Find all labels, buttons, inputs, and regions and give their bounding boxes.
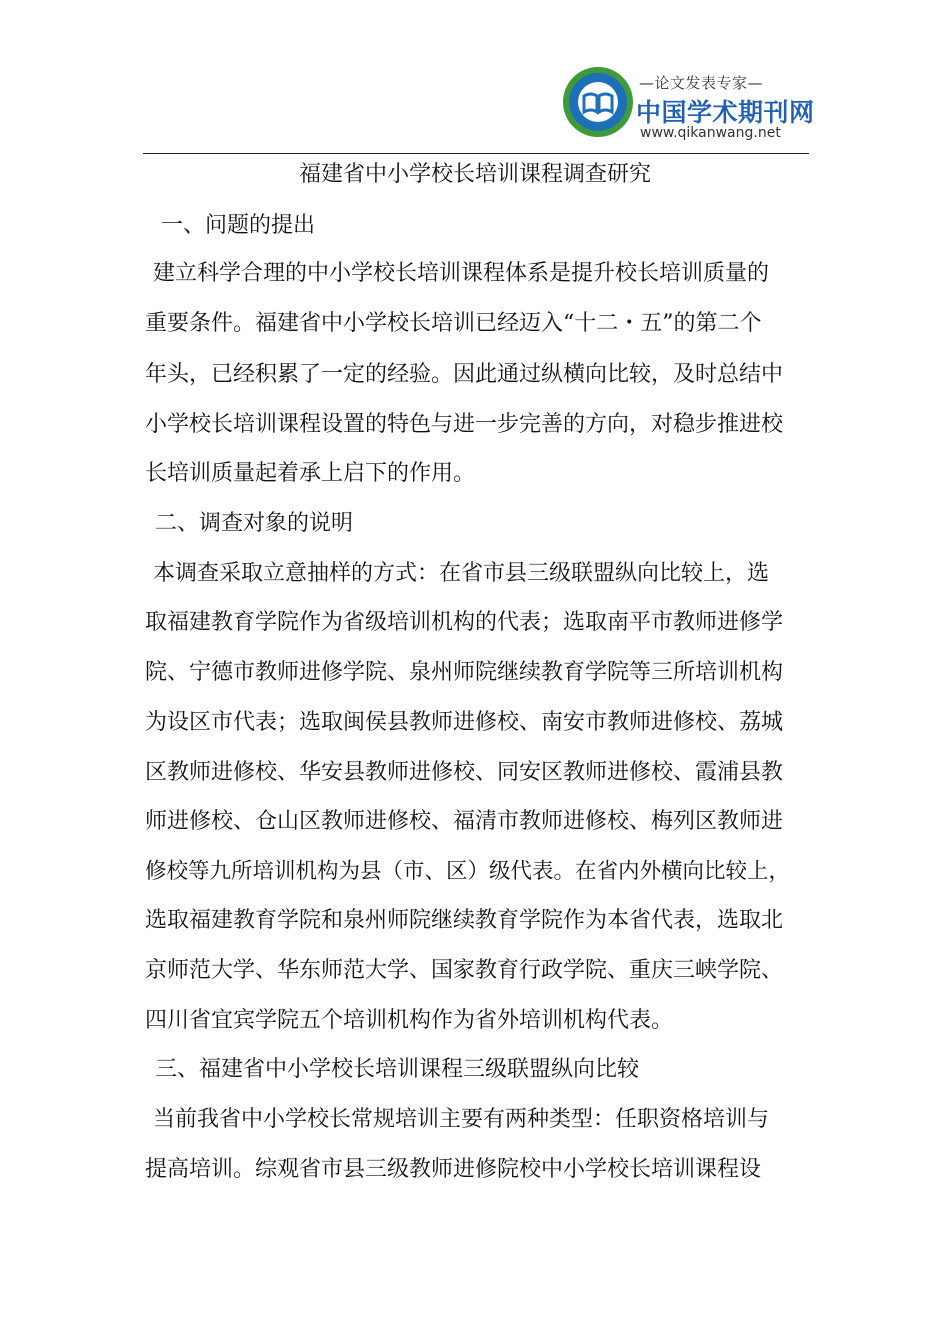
paragraph-line: 当前我省中小学校长常规培训主要有两种类型：任职资格培训与: [153, 1107, 770, 1132]
paragraph-line: 修校等九所培训机构为县（市、区）级代表。在省内外横向比较上，: [145, 859, 791, 884]
paragraph-line: 长培训质量起着承上启下的作用。: [145, 461, 476, 486]
paragraph-line: 年头，已经积累了一定的经验。因此通过纵横向比较，及时总结中: [145, 362, 784, 387]
logo-url: www.qikanwang.net: [640, 125, 781, 141]
section-heading: 一、问题的提出: [161, 213, 316, 238]
paragraph-line: 小学校长培训课程设置的特色与进一步完善的方向，对稳步推进校: [145, 412, 784, 437]
header-rule: [143, 153, 809, 154]
logo-slogan: —论文发表专家—: [639, 74, 764, 92]
paragraph-line: 区教师进修校、华安县教师进修校、同安区教师进修校、霞浦县教: [145, 760, 784, 785]
paragraph-line: 取福建教育学院作为省级培训机构的代表；选取南平市教师进修学: [145, 610, 784, 635]
paragraph-line: 建立科学合理的中小学校长培训课程体系是提升校长培训质量的: [153, 261, 770, 286]
paragraph-line: 四川省宜宾学院五个培训机构作为省外培训机构代表。: [145, 1008, 674, 1033]
paragraph-line: 为设区市代表；选取闽侯县教师进修校、南安市教师进修校、荔城: [145, 710, 784, 735]
paragraph-line: 京师范大学、华东师范大学、国家教育行政学院、重庆三峡学院、: [145, 958, 784, 983]
paragraph-line: 重要条件。福建省中小学校长培训已经迈入“十二・五”的第二个: [145, 311, 762, 336]
journal-logo-icon: [562, 66, 634, 138]
logo-brand-name: 中国学术期刊网: [636, 98, 815, 127]
document-title: 福建省中小学校长培训课程调查研究: [298, 162, 651, 187]
section-heading: 二、调查对象的说明: [155, 511, 354, 536]
header-logo: [562, 66, 815, 146]
section-heading: 三、福建省中小学校长培训课程三级联盟纵向比较: [155, 1057, 640, 1082]
paragraph-line: 本调查采取立意抽样的方式：在省市县三级联盟纵向比较上，选: [153, 561, 770, 586]
paragraph-line: 师进修校、仓山区教师进修校、福清市教师进修校、梅列区教师进: [145, 809, 784, 834]
paragraph-line: 提高培训。综观省市县三级教师进修院校中小学校长培训课程设: [145, 1157, 762, 1182]
paragraph-line: 院、宁德市教师进修学院、泉州师院继续教育学院等三所培训机构: [145, 660, 784, 685]
paragraph-line: 选取福建教育学院和泉州师院继续教育学院作为本省代表，选取北: [145, 908, 784, 933]
